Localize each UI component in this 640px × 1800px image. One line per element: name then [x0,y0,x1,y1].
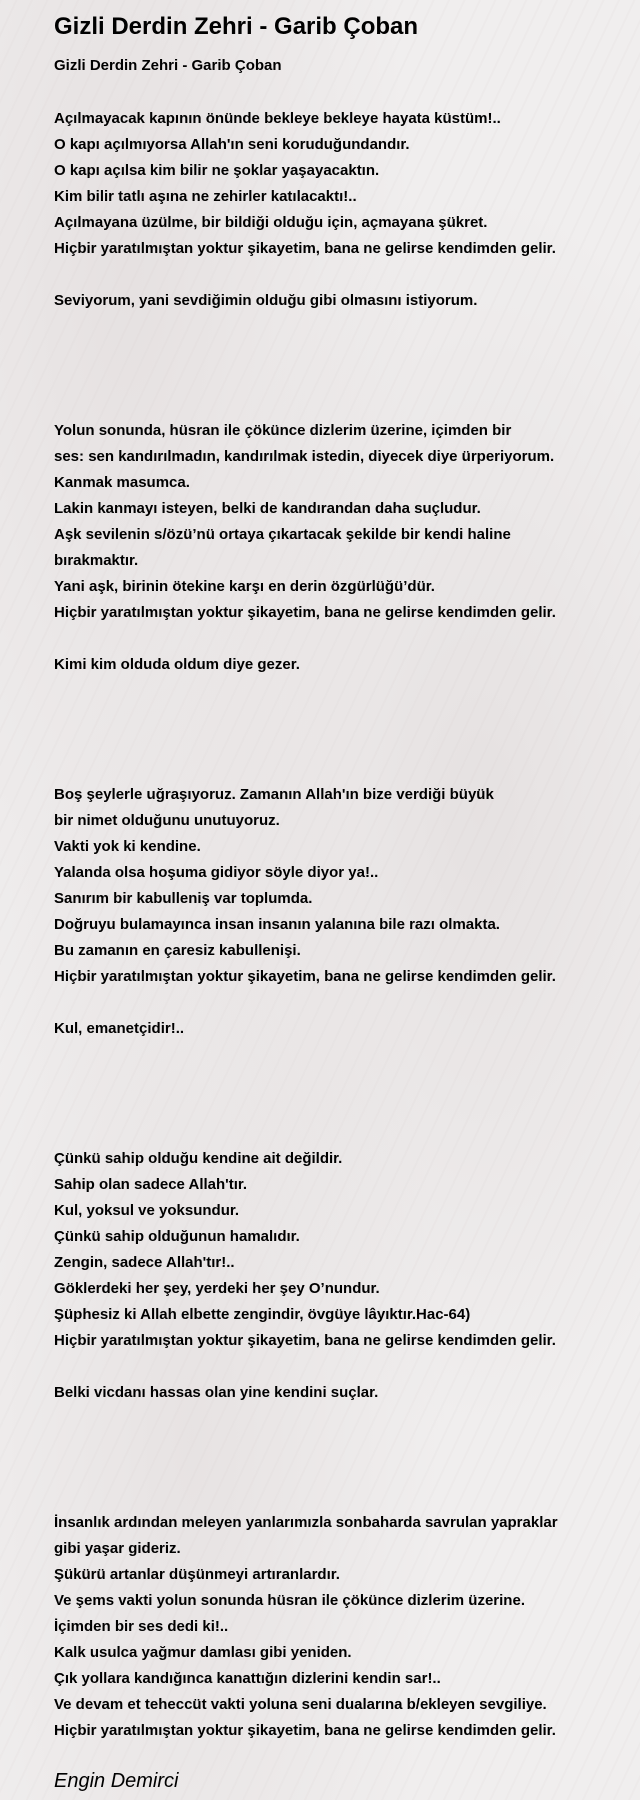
poem-line: Kanmak masumca. [54,474,190,491]
poem-line: Zengin, sadece Allah'tır!.. [54,1254,235,1271]
poem-line: Yani aşk, birinin ötekine karşı en derin özgürlüğü’dür. [54,578,435,595]
poem-line: Hiçbir yaratılmıştan yoktur şikayetim, bana ne gelirse kendimden gelir. [54,1722,556,1739]
poem-line: O kapı açılmıyorsa Allah'ın seni koruduğundandır. [54,136,410,153]
poem-blank-line [54,1484,624,1510]
poem-line: bırakmaktır. [54,552,139,569]
poem-blank-line [54,1120,624,1146]
poem-line: Boş şeylerle uğraşıyoruz. Zamanın Allah'ın bize verdiği büyük [54,786,494,803]
poem-subtitle: Gizli Derdin Zehri - Garib Çoban [54,57,282,74]
author-signature: Engin Demirci [54,1770,179,1792]
poem-blank-line [54,1458,624,1484]
poem-line: Sanırım bir kabulleniş var toplumda. [54,890,313,907]
poem-line: Kul, emanetçidir!.. [54,1020,185,1037]
poem-line: Ve şems vakti yolun sonunda hüsran ile çökünce dizlerim üzerine. [54,1592,525,1609]
poem-line: Yolun sonunda, hüsran ile çökünce dizlerim üzerine, içimden bir [54,422,512,439]
poem-line: Bu zamanın en çaresiz kabullenişi. [54,942,301,959]
poem-blank-line [54,314,624,340]
poem-line: İçimden bir ses dedi ki!.. [54,1618,229,1635]
poem-blank-line [54,1354,624,1380]
poem-blank-line [54,678,624,704]
poem-line: Hiçbir yaratılmıştan yoktur şikayetim, bana ne gelirse kendimden gelir. [54,240,556,257]
poem-blank-line [54,1094,624,1120]
poem-line: Hiçbir yaratılmıştan yoktur şikayetim, bana ne gelirse kendimden gelir. [54,1332,556,1349]
poem-blank-line [54,340,624,366]
poem-line: Aşk sevilenin s/özü’nü ortaya çıkartacak şekilde bir kendi haline [54,526,511,543]
poem-line: Kim bilir tatlı aşına ne zehirler katılacaktı!.. [54,188,357,205]
poem-line: Yalanda olsa hoşuma gidiyor söyle diyor ya!.. [54,864,379,881]
poem-line: Şüphesiz ki Allah elbette zengindir, övgüye lâyıktır.Hac-64) [54,1306,471,1323]
poem-blank-line [54,262,624,288]
poem-line: Açılmayana üzülme, bir bildiği olduğu için, açmayana şükret. [54,214,488,231]
poem-page [54,12,624,1794]
poem-blank-line [54,704,624,730]
poem-line: Çık yollara kandığınca kanattığın dizlerini kendin sar!.. [54,1670,441,1687]
poem-line: İnsanlık ardından meleyen yanlarımızla sonbaharda savrulan yapraklar [54,1514,558,1531]
poem-line: Hiçbir yaratılmıştan yoktur şikayetim, bana ne gelirse kendimden gelir. [54,968,556,985]
poem-line: Sahip olan sadece Allah'tır. [54,1176,248,1193]
poem-line: Seviyorum, yani sevdiğimin olduğu gibi olmasını istiyorum. [54,292,478,309]
poem-blank-line [54,990,624,1016]
poem-blank-line [54,730,624,756]
poem-line: Kalk usulca yağmur damlası gibi yeniden. [54,1644,352,1661]
page-title: Gizli Derdin Zehri - Garib Çoban [54,13,419,40]
poem-blank-line [54,392,624,418]
poem-blank-line [54,366,624,392]
poem-blank-line [54,1406,624,1432]
poem-line: Doğruyu bulamayınca insan insanın yalanına bile razı olmakta. [54,916,500,933]
poem-line: Göklerdeki her şey, yerdeki her şey O’nundur. [54,1280,380,1297]
poem-blank-line [54,756,624,782]
poem-line: Lakin kanmayı isteyen, belki de kandırandan daha suçludur. [54,500,481,517]
poem-line: O kapı açılsa kim bilir ne şoklar yaşayacaktın. [54,162,380,179]
poem-line: Çünkü sahip olduğu kendine ait değildir. [54,1150,343,1167]
poem-line: Belki vicdanı hassas olan yine kendini suçlar. [54,1384,379,1401]
poem-line: Ve devam et teheccüt vakti yoluna seni dualarına b/ekleyen sevgiliye. [54,1696,547,1713]
poem-line: Açılmayacak kapının önünde bekleye bekleye hayata küstüm!.. [54,110,501,127]
poem-line: bir nimet olduğunu unutuyoruz. [54,812,280,829]
poem-line: ses: sen kandırılmadın, kandırılmak istedin, diyecek diye ürperiyorum. [54,448,555,465]
poem-line: Çünkü sahip olduğunun hamalıdır. [54,1228,300,1245]
poem-line: Kimi kim olduda oldum diye gezer. [54,656,300,673]
poem-line: Şükürü artanlar düşünmeyi artıranlardır. [54,1566,340,1583]
poem-line: gibi yaşar gideriz. [54,1540,181,1557]
poem-blank-line [54,1042,624,1068]
poem-line: Vakti yok ki kendine. [54,838,201,855]
poem-blank-line [54,626,624,652]
poem-line: Kul, yoksul ve yoksundur. [54,1202,240,1219]
poem-body [54,106,624,1744]
poem-line: Hiçbir yaratılmıştan yoktur şikayetim, bana ne gelirse kendimden gelir. [54,604,556,621]
poem-blank-line [54,1432,624,1458]
poem-blank-line [54,1068,624,1094]
